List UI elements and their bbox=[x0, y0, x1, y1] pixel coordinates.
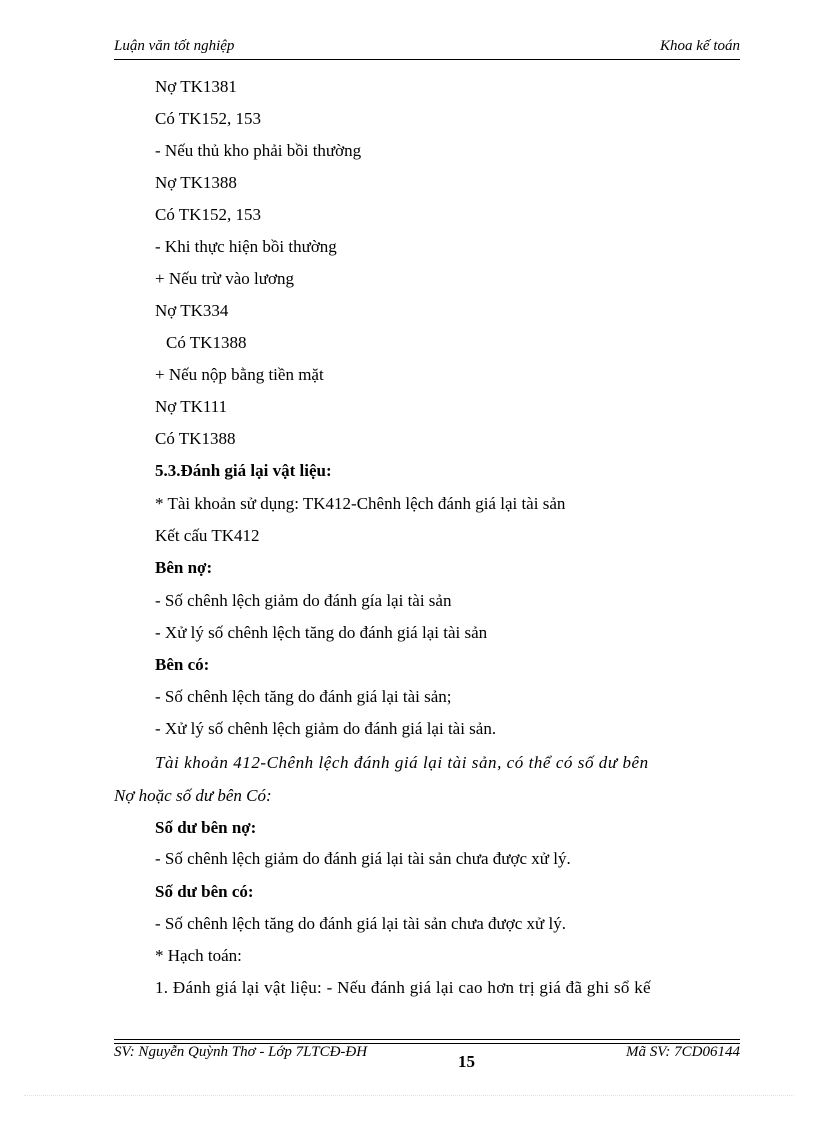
text-line: Nợ TK111 bbox=[155, 397, 228, 416]
subheading-debit-side: Bên nợ: bbox=[155, 558, 213, 577]
header-department: Khoa kế toán bbox=[660, 38, 740, 54]
page-edge-dots bbox=[24, 1095, 794, 1096]
page-number: 15 bbox=[458, 1052, 475, 1071]
text-line: - Xử lý số chênh lệch tăng do đánh giá lại tài sản bbox=[155, 623, 488, 642]
text-line: Có TK152, 153 bbox=[155, 109, 261, 128]
section-heading: 5.3.Đánh giá lại vật liệu: bbox=[155, 461, 332, 480]
subheading-debit-balance: Số dư bên nợ: bbox=[155, 818, 257, 837]
footer-student-name: SV: Nguyễn Quỳnh Thơ - Lớp 7LTCĐ-ĐH bbox=[114, 1044, 368, 1060]
subheading-credit-balance: Số dư bên có: bbox=[155, 882, 254, 901]
text-line: 1. Đánh giá lại vật liệu: - Nếu đánh giá lại cao hơn trị giá đã ghi sổ kế bbox=[155, 978, 651, 997]
text-line: + Nếu nộp bằng tiền mặt bbox=[155, 365, 324, 384]
text-line: + Nếu trừ vào lương bbox=[155, 269, 294, 288]
text-line: Có TK1388 bbox=[166, 333, 247, 352]
text-line: - Xử lý số chênh lệch giảm do đánh giá lại tài sản. bbox=[155, 719, 497, 738]
text-line: * Tài khoản sử dụng: TK412-Chênh lệch đánh giá lại tài sản bbox=[155, 494, 566, 513]
italic-paragraph: Tài khoản 412-Chênh lệch đánh giá lại tài sản, có thể có số dư bên bbox=[155, 753, 649, 772]
text-line: Kết cấu TK412 bbox=[155, 526, 260, 545]
footer-divider-top bbox=[114, 1039, 740, 1040]
header-divider bbox=[114, 59, 740, 60]
italic-paragraph-continued: Nợ hoặc số dư bên Có: bbox=[114, 786, 272, 805]
header-thesis-title: Luận văn tốt nghiệp bbox=[114, 38, 235, 54]
text-line: Nợ TK334 bbox=[155, 301, 229, 320]
text-line: Có TK152, 153 bbox=[155, 205, 261, 224]
page-header bbox=[114, 38, 740, 60]
text-line: - Số chênh lệch tăng do đánh giá lại tài sản; bbox=[155, 687, 452, 706]
footer-student-id: Mã SV: 7CD06144 bbox=[625, 1044, 740, 1060]
text-line: - Số chênh lệch giảm do đánh gía lại tài sản bbox=[155, 591, 452, 610]
text-line: - Nếu thủ kho phải bồi thường bbox=[155, 141, 362, 160]
text-line: - Số chênh lệch tăng do đánh giá lại tài sản chưa được xử lý. bbox=[155, 914, 566, 933]
text-line: Nợ TK1388 bbox=[155, 173, 237, 192]
subheading-credit-side: Bên có: bbox=[155, 655, 210, 674]
text-line: Nợ TK1381 bbox=[155, 77, 237, 96]
text-line: - Khi thực hiện bồi thường bbox=[155, 237, 337, 256]
text-line: Có TK1388 bbox=[155, 429, 236, 448]
text-line: * Hạch toán: bbox=[155, 946, 242, 965]
text-line: - Số chênh lệch giảm do đánh giá lại tài sản chưa được xử lý. bbox=[155, 849, 571, 868]
